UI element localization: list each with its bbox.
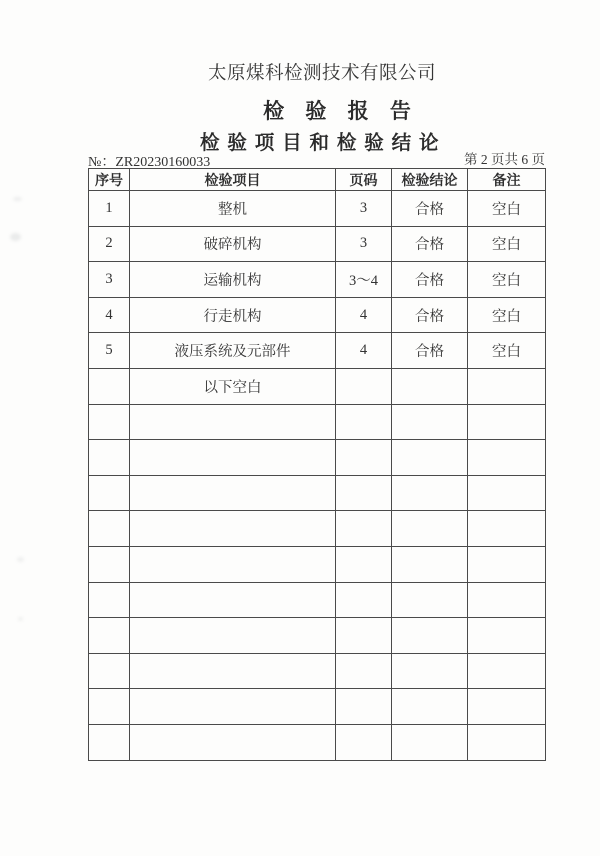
cell-item: 运输机构 (130, 262, 336, 298)
cell-conclusion (392, 618, 468, 654)
document-number: №：ZR20230160033 (88, 155, 211, 170)
cell-remark (468, 582, 546, 618)
scan-smudge (17, 557, 24, 562)
cell-item (130, 511, 336, 547)
cell-page (336, 368, 392, 404)
table-row (89, 368, 546, 404)
cell-item: 破碎机构 (130, 226, 336, 262)
table-row (89, 333, 546, 369)
cell-page: 3 (336, 226, 392, 262)
report-table-body (89, 191, 546, 761)
cell-item: 以下空白 (130, 368, 336, 404)
cell-item (130, 724, 336, 760)
column-header-1: 检验项目 (130, 169, 336, 191)
table-row (89, 262, 546, 298)
cell-page (336, 546, 392, 582)
cell-seq (89, 440, 130, 476)
table-row (89, 475, 546, 511)
column-header-3: 检验结论 (392, 169, 468, 191)
cell-conclusion (392, 511, 468, 547)
cell-item (130, 404, 336, 440)
cell-conclusion: 合格 (392, 333, 468, 369)
cell-seq: 2 (89, 226, 130, 262)
table-row (89, 653, 546, 689)
cell-remark (468, 511, 546, 547)
cell-seq: 5 (89, 333, 130, 369)
column-header-4: 备注 (468, 169, 546, 191)
cell-seq: 4 (89, 297, 130, 333)
cell-page (336, 618, 392, 654)
table-row (89, 191, 546, 227)
cell-seq (89, 511, 130, 547)
table-row (89, 582, 546, 618)
cell-page: 4 (336, 297, 392, 333)
cell-page (336, 582, 392, 618)
cell-seq (89, 724, 130, 760)
cell-conclusion (392, 404, 468, 440)
report-title: 检 验 报 告 (263, 99, 419, 123)
cell-remark (468, 475, 546, 511)
cell-conclusion (392, 440, 468, 476)
table-row (89, 618, 546, 654)
cell-page (336, 689, 392, 725)
cell-item: 整机 (130, 191, 336, 227)
cell-remark (468, 689, 546, 725)
cell-item (130, 582, 336, 618)
cell-seq (89, 368, 130, 404)
cell-remark: 空白 (468, 191, 546, 227)
cell-seq: 3 (89, 262, 130, 298)
table-row (89, 440, 546, 476)
cell-page: 4 (336, 333, 392, 369)
cell-seq: 1 (89, 191, 130, 227)
cell-conclusion (392, 653, 468, 689)
cell-remark (468, 440, 546, 476)
page-number-indicator: 第 2 页共 6 页 (464, 152, 545, 167)
column-header-0: 序号 (89, 169, 130, 191)
cell-seq (89, 546, 130, 582)
cell-item (130, 440, 336, 476)
cell-conclusion: 合格 (392, 297, 468, 333)
cell-page (336, 440, 392, 476)
inspection-results-table (88, 168, 546, 761)
cell-remark: 空白 (468, 262, 546, 298)
cell-item: 液压系统及元部件 (130, 333, 336, 369)
cell-page (336, 475, 392, 511)
cell-page: 3～4 (336, 262, 392, 298)
cell-remark (468, 618, 546, 654)
cell-remark: 空白 (468, 297, 546, 333)
cell-conclusion (392, 724, 468, 760)
table-row (89, 724, 546, 760)
cell-page (336, 511, 392, 547)
cell-page (336, 653, 392, 689)
cell-seq (89, 653, 130, 689)
table-row (89, 226, 546, 262)
column-header-2: 页码 (336, 169, 392, 191)
cell-conclusion (392, 582, 468, 618)
table-row (89, 689, 546, 725)
cell-remark: 空白 (468, 333, 546, 369)
cell-conclusion: 合格 (392, 262, 468, 298)
table-row (89, 404, 546, 440)
cell-remark (468, 546, 546, 582)
cell-remark (468, 404, 546, 440)
company-title: 太原煤科检测技术有限公司 (207, 64, 436, 84)
cell-item (130, 653, 336, 689)
cell-seq (89, 689, 130, 725)
report-table-head-row (89, 169, 546, 191)
cell-remark (468, 368, 546, 404)
cell-remark (468, 653, 546, 689)
cell-remark (468, 724, 546, 760)
cell-seq (89, 475, 130, 511)
cell-item (130, 618, 336, 654)
cell-item (130, 689, 336, 725)
cell-seq (89, 582, 130, 618)
cell-conclusion (392, 368, 468, 404)
scan-smudge (18, 617, 23, 621)
cell-conclusion: 合格 (392, 226, 468, 262)
table-row (89, 511, 546, 547)
cell-seq (89, 618, 130, 654)
table-row (89, 546, 546, 582)
cell-conclusion (392, 475, 468, 511)
cell-seq (89, 404, 130, 440)
cell-item (130, 475, 336, 511)
table-row (89, 297, 546, 333)
cell-conclusion (392, 689, 468, 725)
section-title: 检 验 项 目 和 检 验 结 论 (199, 133, 440, 154)
cell-remark: 空白 (468, 226, 546, 262)
cell-item: 行走机构 (130, 297, 336, 333)
scan-smudge (10, 233, 21, 241)
cell-conclusion: 合格 (392, 191, 468, 227)
scan-smudge (13, 197, 22, 201)
cell-item (130, 546, 336, 582)
cell-conclusion (392, 546, 468, 582)
cell-page: 3 (336, 191, 392, 227)
cell-page (336, 724, 392, 760)
cell-page (336, 404, 392, 440)
